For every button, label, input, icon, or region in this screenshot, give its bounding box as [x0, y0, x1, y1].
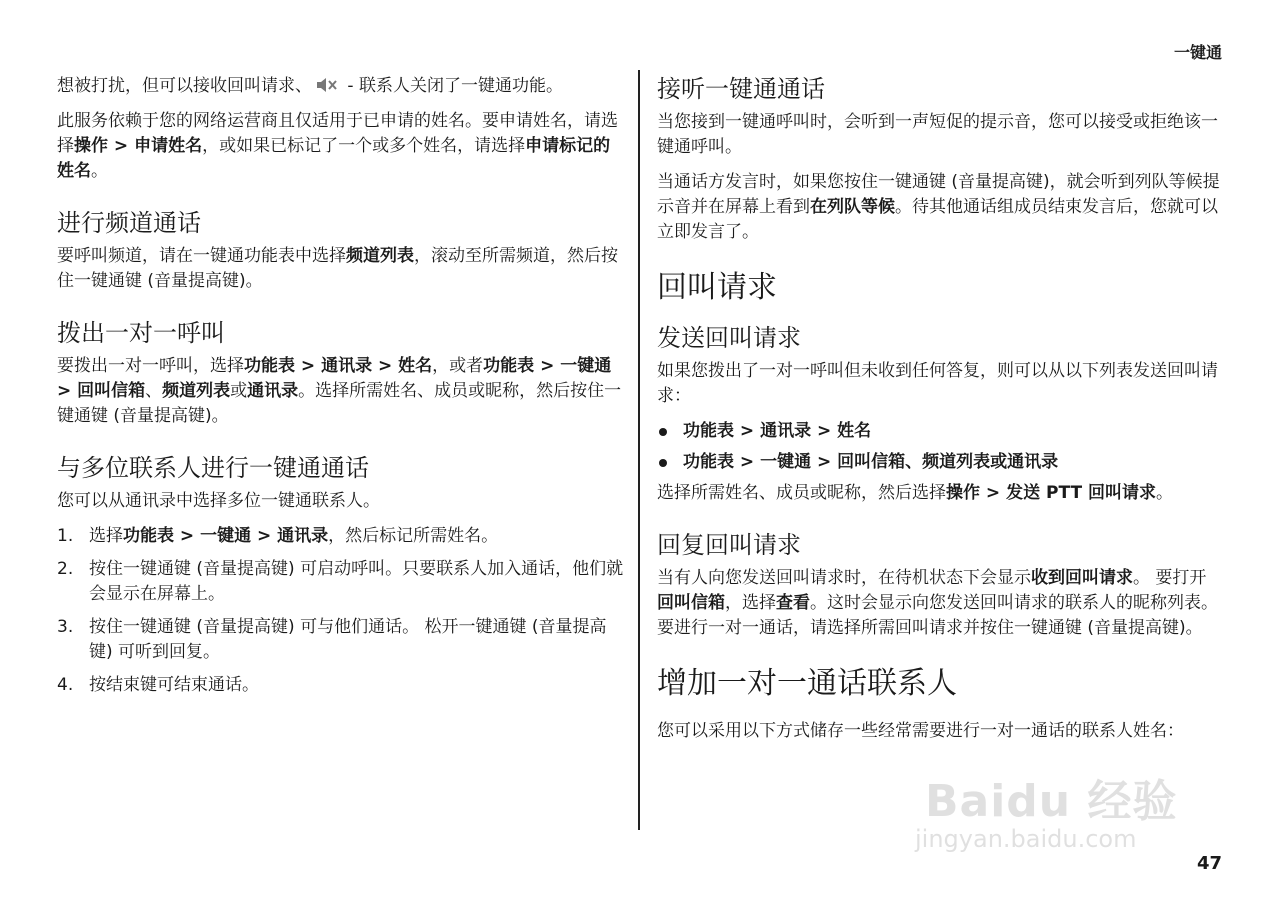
list-item [657, 450, 1222, 475]
text-run: 按结束键可结束通话。 [89, 675, 259, 695]
reply-paragraph [657, 566, 1222, 641]
status-text: 收到回叫请求 [1031, 568, 1133, 588]
text-run: 按住一键通键 (音量提高键) 可启动呼叫。只要联系人加入通话，他们就会显示在屏幕上。 [89, 559, 624, 604]
step-number: 2. [57, 559, 74, 579]
menu-path: 回叫信箱 [657, 593, 725, 613]
text-run: ，滚动至所需频道，然后按住一键通键 (音量提高键)。 [57, 246, 618, 291]
channel-paragraph [57, 244, 627, 294]
service-paragraph [57, 109, 627, 184]
intro-text-a: 想被打扰，但可以接收回叫请求、 [57, 76, 312, 96]
text-run: 。这时会显示向您发送回叫请求的联系人的昵称列表。 要进行一对一通话，请选择所需回叫请求并按住一键通键 (音量提高键)。 [657, 593, 1218, 638]
text-run: 。 要打开 [1133, 568, 1207, 588]
heading-answer: 接听一键通通话 [657, 75, 825, 103]
answer-paragraph-1: 当您接到一键通呼叫时，会听到一声短促的提示音，您可以接受或拒绝该一键通呼叫。 [657, 112, 1218, 157]
heading-add-contact: 增加一对一通话联系人 [657, 666, 957, 701]
watermark-url: jingyan.baidu.com [915, 825, 1137, 853]
heading-channel-call: 进行频道通话 [57, 209, 201, 237]
menu-path: 频道列表 [162, 381, 231, 401]
text-run: 按住一键通键 (音量提高键) 可与他们通话。 松开一键通键 (音量提高键) 可听到回复。 [89, 617, 607, 662]
watermark-brand: Baidu 经验 [925, 776, 1178, 827]
heading-callback: 回叫请求 [657, 270, 777, 305]
menu-path: 操作 > 申请姓名 [74, 136, 203, 156]
right-column [657, 74, 1222, 754]
step-number: 1. [57, 526, 74, 546]
text-run: ，选择 [725, 593, 776, 613]
step-number: 3. [57, 617, 74, 637]
text-run: 或 [230, 381, 248, 401]
text-run: 、 [145, 381, 163, 401]
speaker-mute-icon [316, 76, 338, 92]
menu-path: 功能表 > 通讯录 > 姓名 [244, 356, 433, 376]
list-item [657, 419, 1222, 444]
intro-paragraph [57, 74, 627, 99]
baidu-watermark [905, 735, 1205, 860]
send-paragraph-2 [657, 481, 1222, 506]
running-header: 一键通 [1173, 43, 1222, 62]
menu-path: 功能表 > 通讯录 > 姓名 [683, 421, 872, 441]
answer-paragraph-2 [657, 170, 1222, 245]
list-item [57, 673, 627, 698]
menu-path: 频道列表 [346, 246, 414, 266]
menu-path: 通讯录 [247, 381, 299, 401]
menu-path: 功能表 > 一键通 > 回叫信箱、频道列表或通讯录 [683, 452, 1059, 472]
heading-send-callback: 发送回叫请求 [657, 324, 801, 352]
one-to-one-paragraph [57, 354, 627, 429]
steps-list [57, 524, 627, 698]
text-run: 要呼叫频道，请在一键通功能表中选择 [57, 246, 346, 266]
text-run: 要拨出一对一呼叫，选择 [57, 356, 244, 376]
bullet-list [657, 419, 1222, 475]
menu-path: 操作 > 发送 PTT 回叫请求 [946, 483, 1156, 503]
text-run: ，然后标记所需姓名。 [328, 526, 499, 546]
left-column [57, 74, 627, 706]
text-run: 。 [91, 161, 108, 181]
text-run: 。选择所需姓名、成员或昵称，然后按住一键通键 (音量提高键)。 [57, 381, 622, 426]
list-item [57, 524, 627, 549]
text-run: ，或者 [432, 356, 484, 376]
text-run: 当通话方发言时，如果您按住一键通键 (音量提高键)，就会听到列队等候提示音并在屏幕上看到 [657, 172, 1220, 217]
menu-path: 申请标记的姓名 [57, 136, 611, 181]
multi-paragraph: 您可以从通讯录中选择多位一键通联系人。 [57, 491, 380, 511]
menu-path: 功能表 > 一键通 > 通讯录 [123, 526, 329, 546]
text-run: 。待其他通话组成员结束发言后，您就可以立即发言了。 [657, 197, 1218, 242]
menu-path: 查看 [776, 593, 810, 613]
heading-multi-contact: 与多位联系人进行一键通通话 [57, 454, 369, 482]
text-run: 。 [1155, 483, 1173, 503]
bullet-icon [659, 459, 667, 467]
text-run: 此服务依赖于您的网络运营商且仅适用于已申请的姓名。要申请姓名，请选择 [57, 111, 618, 156]
text-run: 当有人向您发送回叫请求时，在待机状态下会显示 [657, 568, 1031, 588]
page-number: 47 [1196, 853, 1222, 874]
text-run: 选择所需姓名、成员或昵称，然后选择 [657, 483, 946, 503]
list-item [57, 615, 627, 665]
text-run: 选择 [89, 526, 123, 546]
menu-path: 功能表 > 一键通 > 回叫信箱 [57, 356, 612, 401]
bullet-icon [659, 428, 667, 436]
step-number: 4. [57, 675, 74, 695]
text-run: ，或如果已标记了一个或多个姓名，请选择 [202, 136, 526, 156]
list-item [57, 557, 627, 607]
heading-reply-callback: 回复回叫请求 [657, 531, 801, 559]
column-divider [638, 70, 640, 830]
heading-one-to-one: 拨出一对一呼叫 [57, 319, 225, 347]
add-paragraph: 您可以采用以下方式储存一些经常需要进行一对一通话的联系人姓名： [657, 721, 1184, 741]
intro-text-b: - 联系人关闭了一键通功能。 [342, 76, 563, 96]
send-paragraph: 如果您拨出了一对一呼叫但未收到任何答复，则可以从以下列表发送回叫请求： [657, 361, 1218, 406]
status-text: 在列队等候 [810, 197, 895, 217]
